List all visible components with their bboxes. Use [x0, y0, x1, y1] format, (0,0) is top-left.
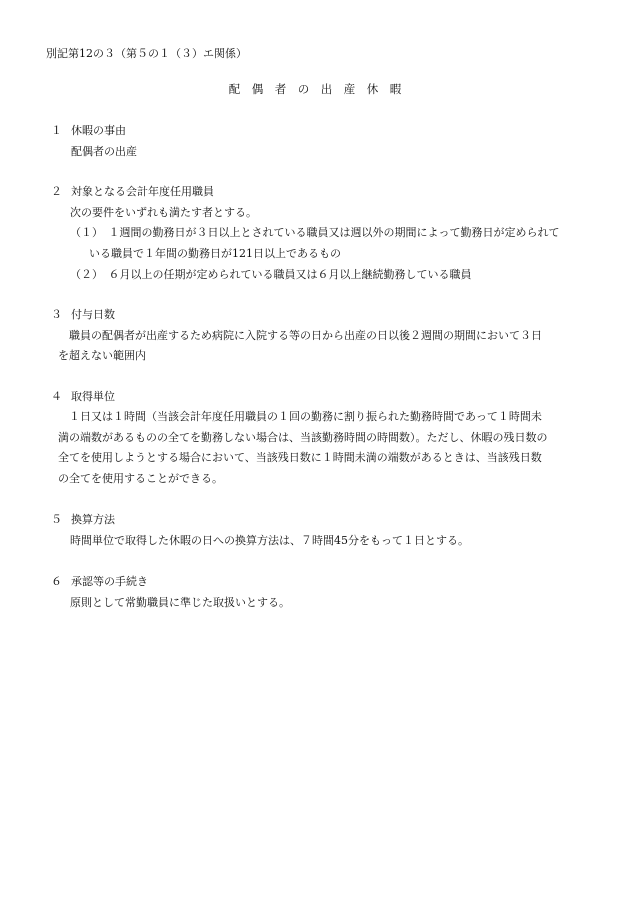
section-2-title: 対象となる会計年度任用職員 — [71, 185, 214, 198]
section-2-item-1-line-2: いる職員で１年間の勤務日が121日以上であるもの — [89, 247, 341, 260]
section-5-number: ５ — [51, 513, 62, 526]
section-2-item-1-line-1: （１） １週間の勤務日が３日以上とされている職員又は週以外の期間によって勤務日が定められて — [70, 226, 560, 239]
section-1-heading — [51, 125, 126, 136]
section-2-heading — [51, 186, 214, 197]
section-4-line-2: 満の端数があるものの全てを勤務しない場合は、当該勤務時間の時間数）。ただし、休暇の残日数の — [58, 431, 548, 444]
section-2-intro: 次の要件をいずれも満たす者とする。 — [70, 206, 257, 219]
section-5-heading — [51, 514, 115, 525]
section-4-line-1: １日又は１時間（当該会計年度任用職員の１回の勤務に割り振られた勤務時間であって１時間未 — [58, 410, 542, 423]
section-5-title: 換算方法 — [71, 513, 115, 526]
section-6-text: 原則として常勤職員に準じた取扱いとする。 — [70, 596, 290, 609]
section-4-line-4: の全てを使用することができる。 — [58, 472, 223, 485]
section-3-line-1: 職員の配偶者が出産するため病院に入院する等の日から出産の日以後２週間の期間において３日 — [58, 329, 542, 342]
section-3-heading — [51, 309, 115, 320]
section-6-heading — [51, 576, 148, 587]
section-1-text: 配偶者の出産 — [71, 145, 137, 158]
section-4-number: ４ — [51, 390, 62, 403]
section-1-number: １ — [51, 124, 62, 137]
page-title: 配 偶 者 の 出 産 休 暇 — [228, 82, 402, 96]
section-6-title: 承認等の手続き — [71, 575, 148, 588]
section-6-number: ６ — [51, 575, 62, 588]
section-4-heading — [51, 391, 115, 402]
section-3-line-2: を超えない範囲内 — [58, 349, 146, 362]
section-2-item-2: （２） ６月以上の任期が定められている職員又は６月以上継続勤務している職員 — [70, 268, 472, 281]
section-4-title: 取得単位 — [71, 390, 115, 403]
section-4-line-3: 全てを使用しようとする場合において、当該残日数に１時間未満の端数があるときは、当該残日数 — [58, 451, 542, 464]
section-5-text: 時間単位で取得した休暇の日への換算方法は、７時間45分をもって１日とする。 — [70, 534, 469, 547]
appendix-label: 別記第12の３（第５の１（３）エ関係） — [46, 47, 247, 60]
section-1-title: 休暇の事由 — [71, 124, 126, 137]
section-3-title: 付与日数 — [71, 308, 115, 321]
section-3-number: ３ — [51, 308, 62, 321]
section-2-number: ２ — [51, 185, 62, 198]
